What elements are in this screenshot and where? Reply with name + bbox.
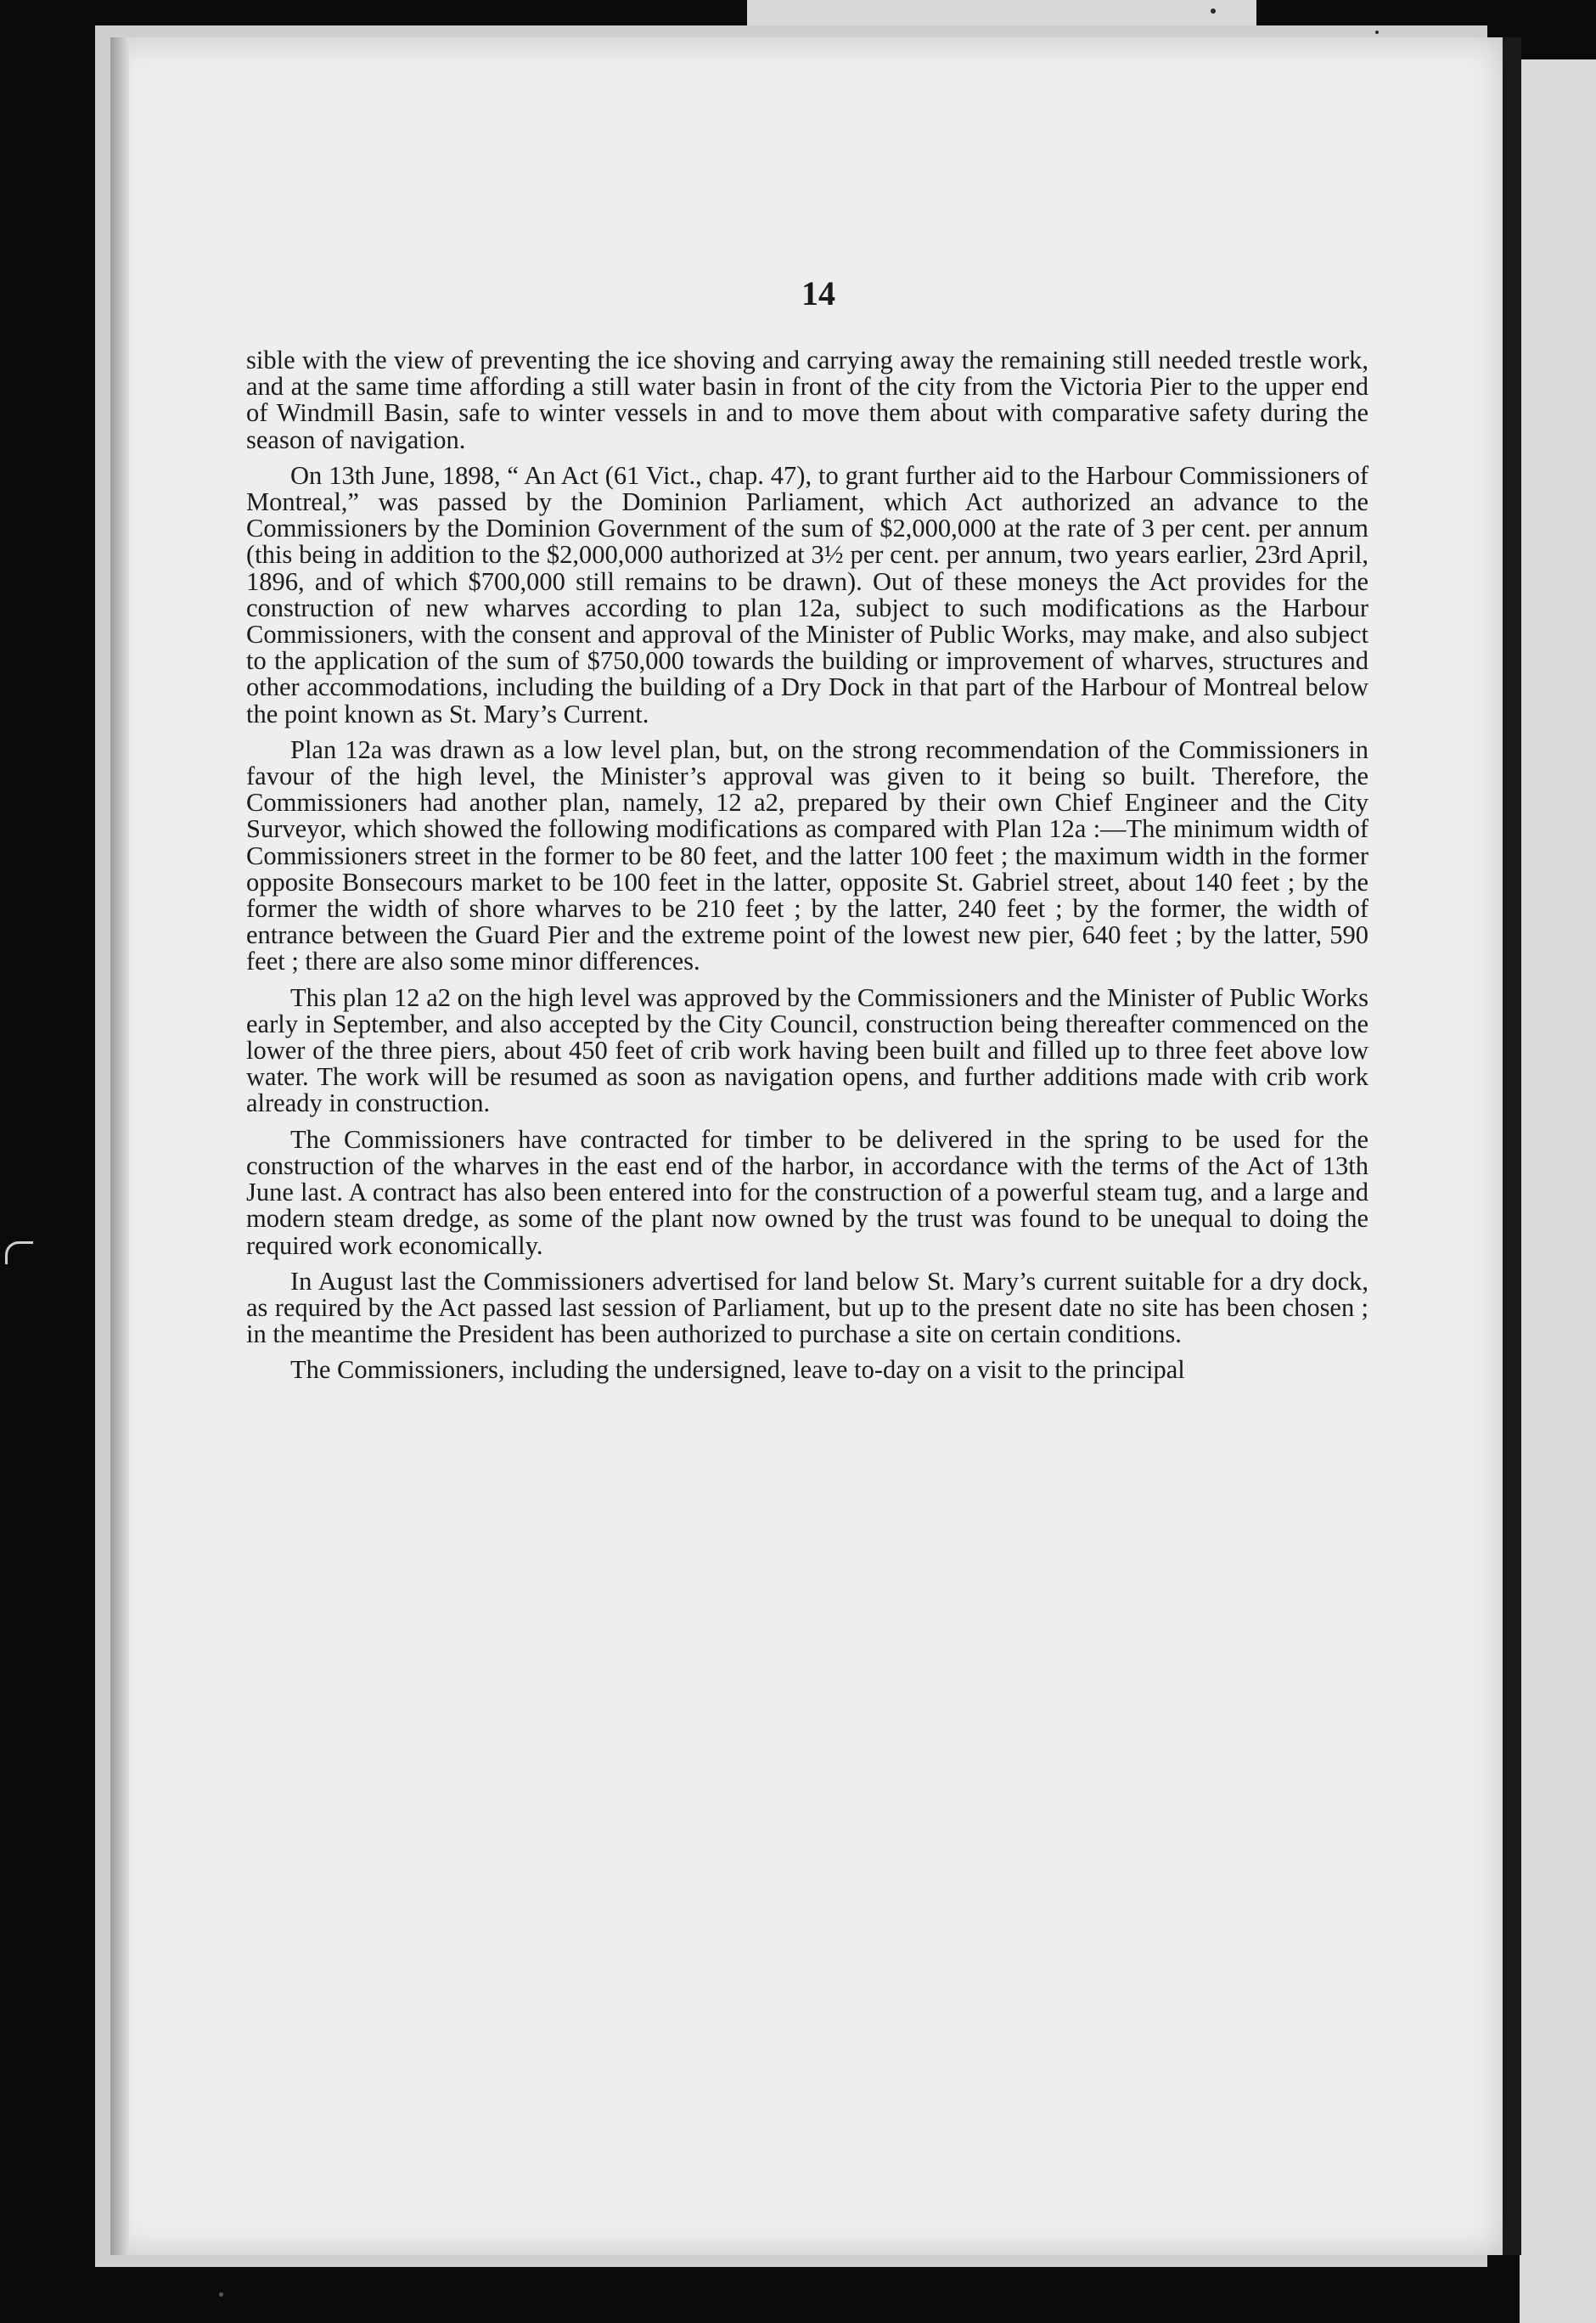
book-page: [110, 37, 1503, 2255]
body-text: [246, 347, 1368, 1393]
page-number: 14: [801, 274, 835, 312]
dust-speck: [1211, 8, 1216, 14]
margin-mark: [5, 1241, 33, 1264]
paragraph-plan-12a2-approval: This plan 12 a2 on the high level was approved by the Commissioners and the Minister of Public Works early in September, and also accepted by the City Council, construction being thereafter commenced on the lower of the three piers, about 450 feet of crib work having been built and filled up to three feet above low water. The work will be resumed as soon as navigation opens, and further additions made with crib work already in construction.: [246, 982, 1368, 1118]
dust-speck: [1375, 31, 1379, 34]
paragraph-visit: The Commissioners, including the undersigned, leave to-day on a visit to the principal: [290, 1355, 1185, 1385]
adjacent-page-right-strip: [1520, 59, 1596, 2323]
dust-speck: [219, 2292, 223, 2297]
page-gutter-shadow: [110, 37, 129, 2255]
paragraph-act-1898: On 13th June, 1898, “ An Act (61 Vict., chap. 47), to grant further aid to the Harbour Commissioners of Montreal,” was passed by the Dominion Parliament, which Act authorized an advance to the Commissioners by the Dominion Government of the sum of $2,000,000 at the rate of 3 per cent. per annum (this being in addition to the $2,000,000 authorized at 3½ per cent. per annum, two years earlier, 23rd April, 1896, and of which $700,000 still remains to be drawn). Out of these moneys the Act provides for the construction of new wharves according to plan 12a, subject to such modifications as the Harbour Commissioners, with the consent and approval of the Minister of Public Works, may make, and also subject to the application of the sum of $750,000 towards the building or improvement of wharves, structures and other accommodations, including the building of a Dry Dock in that part of the Harbour of Montreal below the point known as St. Mary’s Current.: [246, 460, 1368, 728]
paragraph-contracts: The Commissioners have contracted for timber to be delivered in the spring to be used for the construction of the wharves in the east end of the harbor, in accordance with the terms of the Act of 13th June last. A contract has also been entered into for the construction of a powerful steam tug, and a large and modern steam dredge, as some of the plant now owned by the trust was found to be unequal to doing the required work economically.: [246, 1124, 1368, 1260]
paragraph-plan-12a: Plan 12a was drawn as a low level plan, but, on the strong recommendation of the Commissioners in favour of the high level, the Minister’s approval was given to it being so built. Therefore, the Commissioners had another plan, namely, 12 a2, prepared by their own Chief Engineer and the City Surveyor, which showed the following modifications as compared with Plan 12a :—The minimum width of Commissioners street in the former to be 80 feet, and the latter 100 feet ; the maximum width in the former opposite Bonsecours market to be 100 feet in the latter, opposite St. Gabriel street, about 140 feet ; by the former the width of shore wharves to be 210 feet ; by the latter, 240 feet ; by the former, the width of entrance between the Guard Pier and the extreme point of the lowest new pier, 640 feet ; by the latter, 590 feet ; there are also some minor differences.: [246, 734, 1368, 976]
paragraph-continuation: sible with the view of preventing the ice shoving and carrying away the remaining still needed trestle work, and at the same time affording a still water basin in front of the city from the Victoria Pier to the upper end of Windmill Basin, safe to winter vessels in and to move them about with comparative safety during the season of navigation.: [246, 346, 1368, 454]
page-edge-shadow: [1503, 37, 1521, 2255]
paragraph-dry-dock-land: In August last the Commissioners advertised for land below St. Mary’s current suitable for a dry dock, as required by the Act passed last session of Parliament, but up to the present date no site has been chosen ; in the meantime the President has been authorized to purchase a site on certain conditions.: [246, 1266, 1368, 1349]
